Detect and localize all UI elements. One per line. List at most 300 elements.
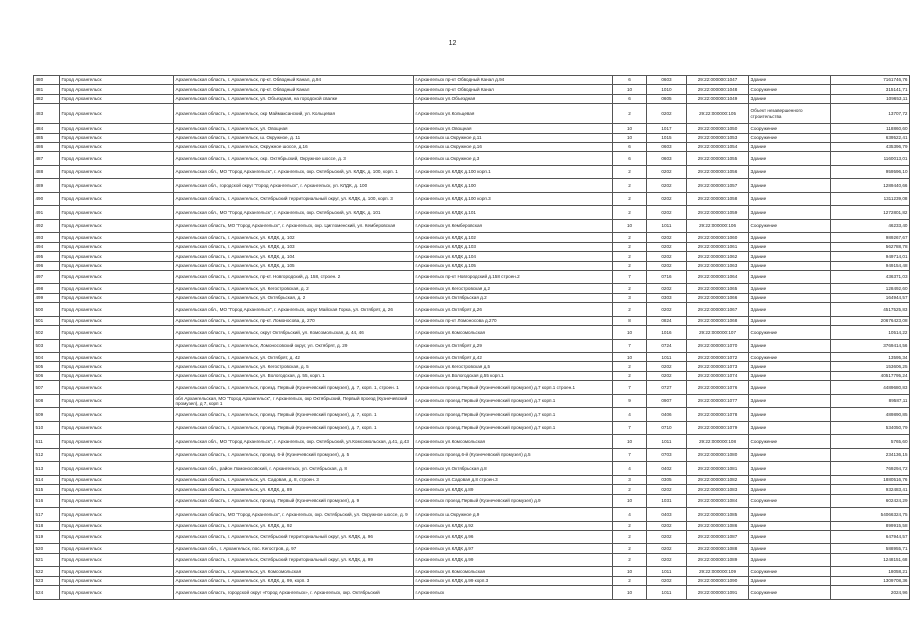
group-code-cell: 6 [613,152,647,166]
object-type-cell: Здание [749,206,831,220]
row-number-cell: 524 [34,586,60,600]
full-address-cell: Архангельская область, г. Архангельск, округ Октябрьский, ул. Комсомольская, д. 44, 46 [174,326,414,340]
table-row [34,270,910,284]
municipality-cell: Город Архангельск [60,421,174,435]
full-address-cell: Архангельская область, г. Архангельск, пр-кт. Обводный Канал, д.94 [174,76,414,85]
table-row [34,462,910,476]
table-row [34,553,910,567]
cadastral-value-cell: 1248151,68 [831,553,910,567]
short-address-cell: г.Архангельск ул.Октябрят д.42 [414,353,613,362]
group-code-cell: 2 [613,261,647,270]
table-row [34,435,910,449]
short-address-cell: г.Архангельск ул.Вологодская д.55 корп.1 [414,371,613,380]
row-number-cell: 499 [34,293,60,302]
cadastral-number-cell: 29:22:000000:1072 [687,353,749,362]
table-row [34,152,910,166]
municipality-cell: Город Архангельск [60,586,174,600]
cadastral-number-cell: 29:22:000000:1090 [687,576,749,585]
short-address-cell: г.Архангельск пр-кт Обводный Канал д.94 [414,76,613,85]
cadastral-number-cell: 29:22:000000:1060 [687,233,749,242]
full-address-cell: Архангельская область, г. Архангельск, ул. КЛДК, д. 102 [174,233,414,242]
cadastral-number-cell: 29:22:000000:1074 [687,371,749,380]
cadastral-value-cell: 13595,34 [831,353,910,362]
cadastral-value-cell: 128492,60 [831,284,910,293]
type-code-cell: 0202 [647,179,687,193]
row-number-cell: 482 [34,94,60,103]
full-address-cell: Архангельская область, г. Архангельск, проезд. 6-й (Кузнечевский промузел), д. 5 [174,448,414,462]
object-type-cell: Сооружение [749,586,831,600]
table-row [34,394,910,408]
short-address-cell: г.Архангельск проезд.Первый (Кузнечевский промузел) д.7 корп.1 [414,408,613,422]
full-address-cell: Архангельская область, г. Архангельск, пр-кт. Новгородский, д. 158, строен. 2 [174,270,414,284]
row-number-cell: 489 [34,179,60,193]
type-code-cell: 1011 [647,586,687,600]
group-code-cell: 6 [613,94,647,103]
object-type-cell: Здание [749,152,831,166]
cadastral-value-cell: 54066324,75 [831,508,910,522]
cadastral-number-cell: 29:22:000000:1065 [687,284,749,293]
object-type-cell: Здание [749,339,831,353]
row-number-cell: 490 [34,192,60,206]
cadastral-value-cell: 949154,48 [831,261,910,270]
cadastral-number-cell: 29:22:000000:1067 [687,303,749,317]
type-code-cell: 0727 [647,381,687,395]
object-type-cell: Здание [749,165,831,179]
cadastral-number-cell: 29:22:000000:1070 [687,339,749,353]
table-row [34,485,910,494]
registry-body [34,76,910,600]
type-code-cell: 0202 [647,242,687,251]
cadastral-number-cell: 29:22:000000:105 [687,104,749,124]
short-address-cell: г.Архангельск ул.Комсомольская [414,435,613,449]
row-number-cell: 493 [34,233,60,242]
cadastral-value-cell: 4517525,83 [831,303,910,317]
row-number-cell: 513 [34,462,60,476]
row-number-cell: 488 [34,165,60,179]
full-address-cell: обл Архангельская, МО "Город Архангельск", г Архангельск, окр Октябрьский, Первый проезд (Кузнечевский промузел), д 7, корп 1 [174,394,414,408]
group-code-cell: 2 [613,192,647,206]
cadastral-number-cell: 29:22:000000:1047 [687,76,749,85]
short-address-cell: г.Архангельск ул.КЛДК д.104 [414,252,613,261]
object-type-cell: Здание [749,179,831,193]
municipality-cell: Город Архангельск [60,530,174,544]
row-number-cell: 511 [34,435,60,449]
type-code-cell: 0202 [647,192,687,206]
short-address-cell: г.Архангельск ул.КЛДК д.92 [414,521,613,530]
cadastral-value-cell: 562788,78 [831,242,910,251]
municipality-cell: Город Архангельск [60,576,174,585]
short-address-cell: г.Архангельск пр-кт Обводный Канал [414,85,613,94]
full-address-cell: Архангельская область, г. Архангельск, Октябрьский территориальный округ, ул. КЛДК, д. 99 [174,553,414,567]
row-number-cell: 484 [34,124,60,133]
group-code-cell: 4 [613,508,647,522]
short-address-cell: г.Архангельск ш.Окружное д.16 [414,142,613,151]
object-type-cell: Сооружение [749,435,831,449]
cadastral-value-cell: 647944,57 [831,530,910,544]
cadastral-number-cell: 29:22:000000:1073 [687,362,749,371]
type-code-cell: 0202 [647,544,687,553]
cadastral-number-cell: 29:22:000000:1084 [687,494,749,508]
row-number-cell: 496 [34,261,60,270]
cadastral-number-cell: 29:22:000000:1049 [687,94,749,103]
type-code-cell: 1017 [647,124,687,133]
type-code-cell: 1011 [647,219,687,233]
object-type-cell: Здание [749,252,831,261]
object-type-cell: Здание [749,576,831,585]
cadastral-value-cell: 949714,01 [831,252,910,261]
full-address-cell: Архангельская область, г. Архангельск, проезд. Первый (Кузнечевский промузел), д. 9 [174,494,414,508]
full-address-cell: Архангельская область, г. Архангельск, ул. Октябрят, д. 42 [174,353,414,362]
cadastral-number-cell: 29:22:000000:1076 [687,381,749,395]
row-number-cell: 502 [34,326,60,340]
table-row [34,371,910,380]
full-address-cell: Архангельская обл., городской округ "Город Архангельск", г. Архангельск, ул. КЛДК, д. 100 [174,179,414,193]
group-code-cell: 10 [613,435,647,449]
object-type-cell: Сооружение [749,494,831,508]
row-number-cell: 522 [34,567,60,576]
cadastral-value-cell: 5765,60 [831,435,910,449]
municipality-cell: Город Архангельск [60,353,174,362]
type-code-cell: 0202 [647,485,687,494]
table-row [34,252,910,261]
full-address-cell: Архангельская область, МО "Город Архангельск", г. Архангельск, окр. Октябрьский, ул. Окружное шоссе, д. 9 [174,508,414,522]
row-number-cell: 486 [34,142,60,151]
row-number-cell: 504 [34,353,60,362]
object-type-cell: Здание [749,261,831,270]
type-code-cell: 1011 [647,353,687,362]
cadastral-value-cell: 3769414,56 [831,339,910,353]
cadastral-value-cell: 89587,11 [831,394,910,408]
table-row [34,261,910,270]
cadastral-value-cell: 40517795,24 [831,371,910,380]
group-code-cell: 2 [613,252,647,261]
table-row [34,448,910,462]
group-code-cell: 9 [613,394,647,408]
full-address-cell: Архангельская область, г. Архангельск, ул. Кегостровская, д. 2 [174,284,414,293]
object-type-cell: Здание [749,421,831,435]
cadastral-value-cell: 932483,41 [831,485,910,494]
cadastral-number-cell: 29:22:000000:1064 [687,270,749,284]
short-address-cell: г.Архангельск ул.Октябрят д.26 [414,303,613,317]
municipality-cell: Город Архангельск [60,165,174,179]
short-address-cell: г.Архангельск ш.Окружное д.9 [414,508,613,522]
table-row [34,219,910,233]
cadastral-number-cell: 29:22:000000:1055 [687,152,749,166]
short-address-cell: г.Архангельск ул.КЛДК д.102 [414,233,613,242]
group-code-cell: 2 [613,242,647,251]
municipality-cell: Город Архангельск [60,124,174,133]
municipality-cell: Город Архангельск [60,284,174,293]
type-code-cell: 0710 [647,421,687,435]
group-code-cell: 3 [613,293,647,302]
row-number-cell: 481 [34,85,60,94]
short-address-cell: г.Архангельск ул.Октябрьская д.2 [414,293,613,302]
table-row [34,94,910,103]
municipality-cell: Город Архангельск [60,394,174,408]
short-address-cell: г.Архангельск ул.КЛДК д.99 [414,553,613,567]
municipality-cell: Город Архангельск [60,339,174,353]
type-code-cell: 0605 [647,94,687,103]
cadastral-number-cell: 29:22:000000:1079 [687,421,749,435]
table-row [34,165,910,179]
municipality-cell: Город Архангельск [60,293,174,302]
cadastral-value-cell: 1309708,36 [831,576,910,585]
municipality-cell: Город Архангельск [60,494,174,508]
table-row [34,521,910,530]
full-address-cell: Архангельская область, г. Архангельск, ул. КЛДК, д. 92 [174,521,414,530]
type-code-cell: 0202 [647,521,687,530]
row-number-cell: 505 [34,362,60,371]
table-row [34,353,910,362]
table-row [34,206,910,220]
type-code-cell: 0202 [647,284,687,293]
group-code-cell: 10 [613,124,647,133]
full-address-cell: Архангельская область, г. Архангельск, Октябрьский территориальный округ, ул. КЛДК, д. 96 [174,530,414,544]
table-row [34,284,910,293]
cadastral-value-cell: 315141,71 [831,85,910,94]
municipality-cell: Город Архангельск [60,94,174,103]
object-type-cell: Здание [749,475,831,484]
object-type-cell: Здание [749,521,831,530]
object-type-cell: Объект незавершенного строительства [749,104,831,124]
type-code-cell: 1011 [647,567,687,576]
group-code-cell: 2 [613,576,647,585]
type-code-cell: 1031 [647,494,687,508]
group-code-cell: 7 [613,421,647,435]
object-type-cell: Здание [749,303,831,317]
group-code-cell: 7 [613,448,647,462]
table-row [34,142,910,151]
municipality-cell: Город Архангельск [60,133,174,142]
full-address-cell: Архангельская область, г. Архангельск, окр Маймаксанский, ул. Кольцевая [174,104,414,124]
object-type-cell: Здание [749,142,831,151]
type-code-cell: 0907 [647,394,687,408]
type-code-cell: 0202 [647,576,687,585]
cadastral-number-cell: 29:22:000000:1059 [687,206,749,220]
municipality-cell: Город Архангельск [60,521,174,530]
municipality-cell: Город Архангельск [60,544,174,553]
object-type-cell: Здание [749,76,831,85]
short-address-cell: г.Архангельск ш.Окружное д.3 [414,152,613,166]
type-code-cell: 1010 [647,85,687,94]
municipality-cell: Город Архангельск [60,179,174,193]
row-number-cell: 494 [34,242,60,251]
municipality-cell: Город Архангельск [60,326,174,340]
cadastral-value-cell: 2024,96 [831,586,910,600]
short-address-cell: г.Архангельск ул.Объездная [414,94,613,103]
group-code-cell: 3 [613,475,647,484]
table-row [34,303,910,317]
object-type-cell: Здание [749,293,831,302]
table-row [34,339,910,353]
cadastral-number-cell: 29:22:000000:1082 [687,475,749,484]
cadastral-value-cell: 20676423,08 [831,316,910,325]
type-code-cell: 1011 [647,435,687,449]
group-code-cell: 2 [613,553,647,567]
full-address-cell: Архангельская обл., район Ломоносовский, г. Архангельск, ул. Октябрьская, д. 8 [174,462,414,476]
full-address-cell: Архангельская область, г. Архангельск, ул. КЛДК, д. 104 [174,252,414,261]
row-number-cell: 498 [34,284,60,293]
group-code-cell: 10 [613,85,647,94]
object-type-cell: Здание [749,530,831,544]
page-number: 12 [448,40,457,47]
cadastral-number-cell: 29:22:000000:108 [687,435,749,449]
full-address-cell: Архангельская область, г. Архангельск, Октябрьский территориальный округ, ул. КЛДК, д. 100, корп. 3 [174,192,414,206]
table-row [34,362,910,371]
cadastral-number-cell: 29:22:000000:1053 [687,133,749,142]
full-address-cell: Архангельская обл., МО "Город Архангельск", г. Архангельск, окр. Октябрьский, ул.Комсомольская, д.41, д.43 [174,435,414,449]
type-code-cell: 0202 [647,165,687,179]
short-address-cell: г.Архангельск ул.КЛДК д.101 [414,206,613,220]
municipality-cell: Город Архангельск [60,270,174,284]
object-type-cell: Здание [749,553,831,567]
group-code-cell: 2 [613,179,647,193]
table-row [34,233,910,242]
short-address-cell: г.Архангельск ул.Октябрьская д.8 [414,462,613,476]
object-type-cell: Здание [749,270,831,284]
full-address-cell: Архангельская область, г. Архангельск, проезд. Первый (Кузнечевский промузел), д. 7, корп. 1 [174,408,414,422]
row-number-cell: 485 [34,133,60,142]
short-address-cell: г.Архангельск ул.Кемберовская [414,219,613,233]
table-row [34,293,910,302]
object-type-cell: Сооружение [749,219,831,233]
short-address-cell: г.Архангельск ул.КЛДК д.105 [414,261,613,270]
table-row [34,421,910,435]
type-code-cell: 0202 [647,530,687,544]
row-number-cell: 515 [34,485,60,494]
group-code-cell: 6 [613,142,647,151]
cadastral-value-cell: 489890,85 [831,408,910,422]
cadastral-number-cell: 29:22:000000:107 [687,326,749,340]
object-type-cell: Здание [749,192,831,206]
row-number-cell: 507 [34,381,60,395]
cadastral-value-cell: 13707,72 [831,104,910,124]
group-code-cell: 7 [613,270,647,284]
object-type-cell: Здание [749,448,831,462]
table-row [34,133,910,142]
full-address-cell: Архангельская область, г. Архангельск, пр-кт. Обводный Канал [174,85,414,94]
municipality-cell: Город Архангельск [60,362,174,371]
cadastral-number-cell: 29:22:000000:1086 [687,521,749,530]
full-address-cell: Архангельская область, г. Архангельск, ул. Комсомольская [174,567,414,576]
municipality-cell: Город Архангельск [60,219,174,233]
cadastral-number-cell: 29:22:000000:109 [687,567,749,576]
short-address-cell: г.Архангельск ул.Комсомольская [414,326,613,340]
table-row [34,326,910,340]
short-address-cell: г.Архангельск ул.Садовая д.8 строен.3 [414,475,613,484]
full-address-cell: Архангельская обл., МО "Город Архангельск", г. Архангельск, окр. Октябрьский, ул. КЛДК, д. 101 [174,206,414,220]
cadastral-value-cell: 46233,40 [831,219,910,233]
object-type-cell: Здание [749,485,831,494]
table-row [34,408,910,422]
cadastral-value-cell: 153606,25 [831,362,910,371]
type-code-cell: 0202 [647,261,687,270]
cadastral-number-cell: 29:22:000000:1089 [687,553,749,567]
table-row [34,508,910,522]
short-address-cell: г.Архангельск проезд.Первый (Кузнечевский промузел) д.9 [414,494,613,508]
cadastral-value-cell: 1272801,82 [831,206,910,220]
group-code-cell: 10 [613,219,647,233]
object-type-cell: Здание [749,242,831,251]
object-type-cell: Здание [749,544,831,553]
cadastral-value-cell: 164944,57 [831,293,910,302]
municipality-cell: Город Архангельск [60,104,174,124]
full-address-cell: Архангельская область, МО "Город Архангельск", г. Архангельск, окр. Цигломенский, ул. Кемберовская [174,219,414,233]
short-address-cell: г.Архангельск ул.КЛДК д.103 [414,242,613,251]
type-code-cell: 0202 [647,233,687,242]
type-code-cell: 0824 [647,316,687,325]
object-type-cell: Здание [749,462,831,476]
municipality-cell: Город Архангельск [60,242,174,251]
full-address-cell: Архангельская область, г. Архангельск, ул. Октябрьская, д. 2 [174,293,414,302]
type-code-cell: 0402 [647,462,687,476]
municipality-cell: Город Архангельск [60,371,174,380]
row-number-cell: 492 [34,219,60,233]
table-row [34,85,910,94]
full-address-cell: Архангельская область, г. Архангельск, проезд. Первый (Кузнечевский промузел), д. 7, корп. 1, строен. 1 [174,381,414,395]
object-type-cell: Здание [749,508,831,522]
short-address-cell: г.Архангельск ул.КЛДК д.97 [414,544,613,553]
group-code-cell: 4 [613,408,647,422]
cadastral-number-cell: 29:22:000000:1083 [687,485,749,494]
row-number-cell: 516 [34,494,60,508]
object-type-cell: Здание [749,94,831,103]
municipality-cell: Город Архангельск [60,192,174,206]
municipality-cell: Город Архангельск [60,316,174,325]
municipality-cell: Город Архангельск [60,485,174,494]
property-registry-table [33,75,910,600]
full-address-cell: Архангельская область, г. Архангельск, Окружное шоссе, д.16 [174,142,414,151]
cadastral-value-cell: 435396,79 [831,142,910,151]
group-code-cell: 10 [613,586,647,600]
municipality-cell: Город Архангельск [60,508,174,522]
short-address-cell: г.Архангельск ул.КЛДК д.89 [414,485,613,494]
row-number-cell: 523 [34,576,60,585]
full-address-cell: Архангельская область, г. Архангельск, проезд. Первый (Кузнечевский промузел), д. 7, корп. 1 [174,421,414,435]
group-code-cell: 10 [613,353,647,362]
group-code-cell: 7 [613,339,647,353]
type-code-cell: 0716 [647,270,687,284]
type-code-cell: 0202 [647,371,687,380]
table-row [34,124,910,133]
type-code-cell: 1015 [647,133,687,142]
municipality-cell: Город Архангельск [60,553,174,567]
municipality-cell: Город Архангельск [60,252,174,261]
type-code-cell: 0305 [647,475,687,484]
group-code-cell: 2 [613,104,647,124]
row-number-cell: 517 [34,508,60,522]
group-code-cell: 2 [613,206,647,220]
cadastral-value-cell: 1311239,08 [831,192,910,206]
municipality-cell: Город Архангельск [60,303,174,317]
municipality-cell: Город Архангельск [60,142,174,151]
short-address-cell: г.Архангельск ул.КЛДК д.99 корп.3 [414,576,613,585]
table-row [34,316,910,325]
table-row [34,475,910,484]
full-address-cell: Архангельская обл., МО "Город Архангельск", г. Архангельск, окр. Октябрьский, ул. КЛДК, д. 100, корп. 1 [174,165,414,179]
group-code-cell: 2 [613,284,647,293]
row-number-cell: 497 [34,270,60,284]
full-address-cell: Архангельская область, г. Архангельск, Ломоносовский округ, ул. Октябрят, д. 29 [174,339,414,353]
short-address-cell: г.Архангельск проезд.Первый (Кузнечевский промузел) д.7 корп.1 [414,421,613,435]
group-code-cell: 2 [613,165,647,179]
municipality-cell: Город Архангельск [60,76,174,85]
cadastral-number-cell: 29:22:000000:1066 [687,293,749,302]
full-address-cell: Архангельская область, г. Архангельск, ул. Кегостровская, д. 5 [174,362,414,371]
row-number-cell: 480 [34,76,60,85]
type-code-cell: 0724 [647,339,687,353]
cadastral-value-cell: 769294,72 [831,462,910,476]
